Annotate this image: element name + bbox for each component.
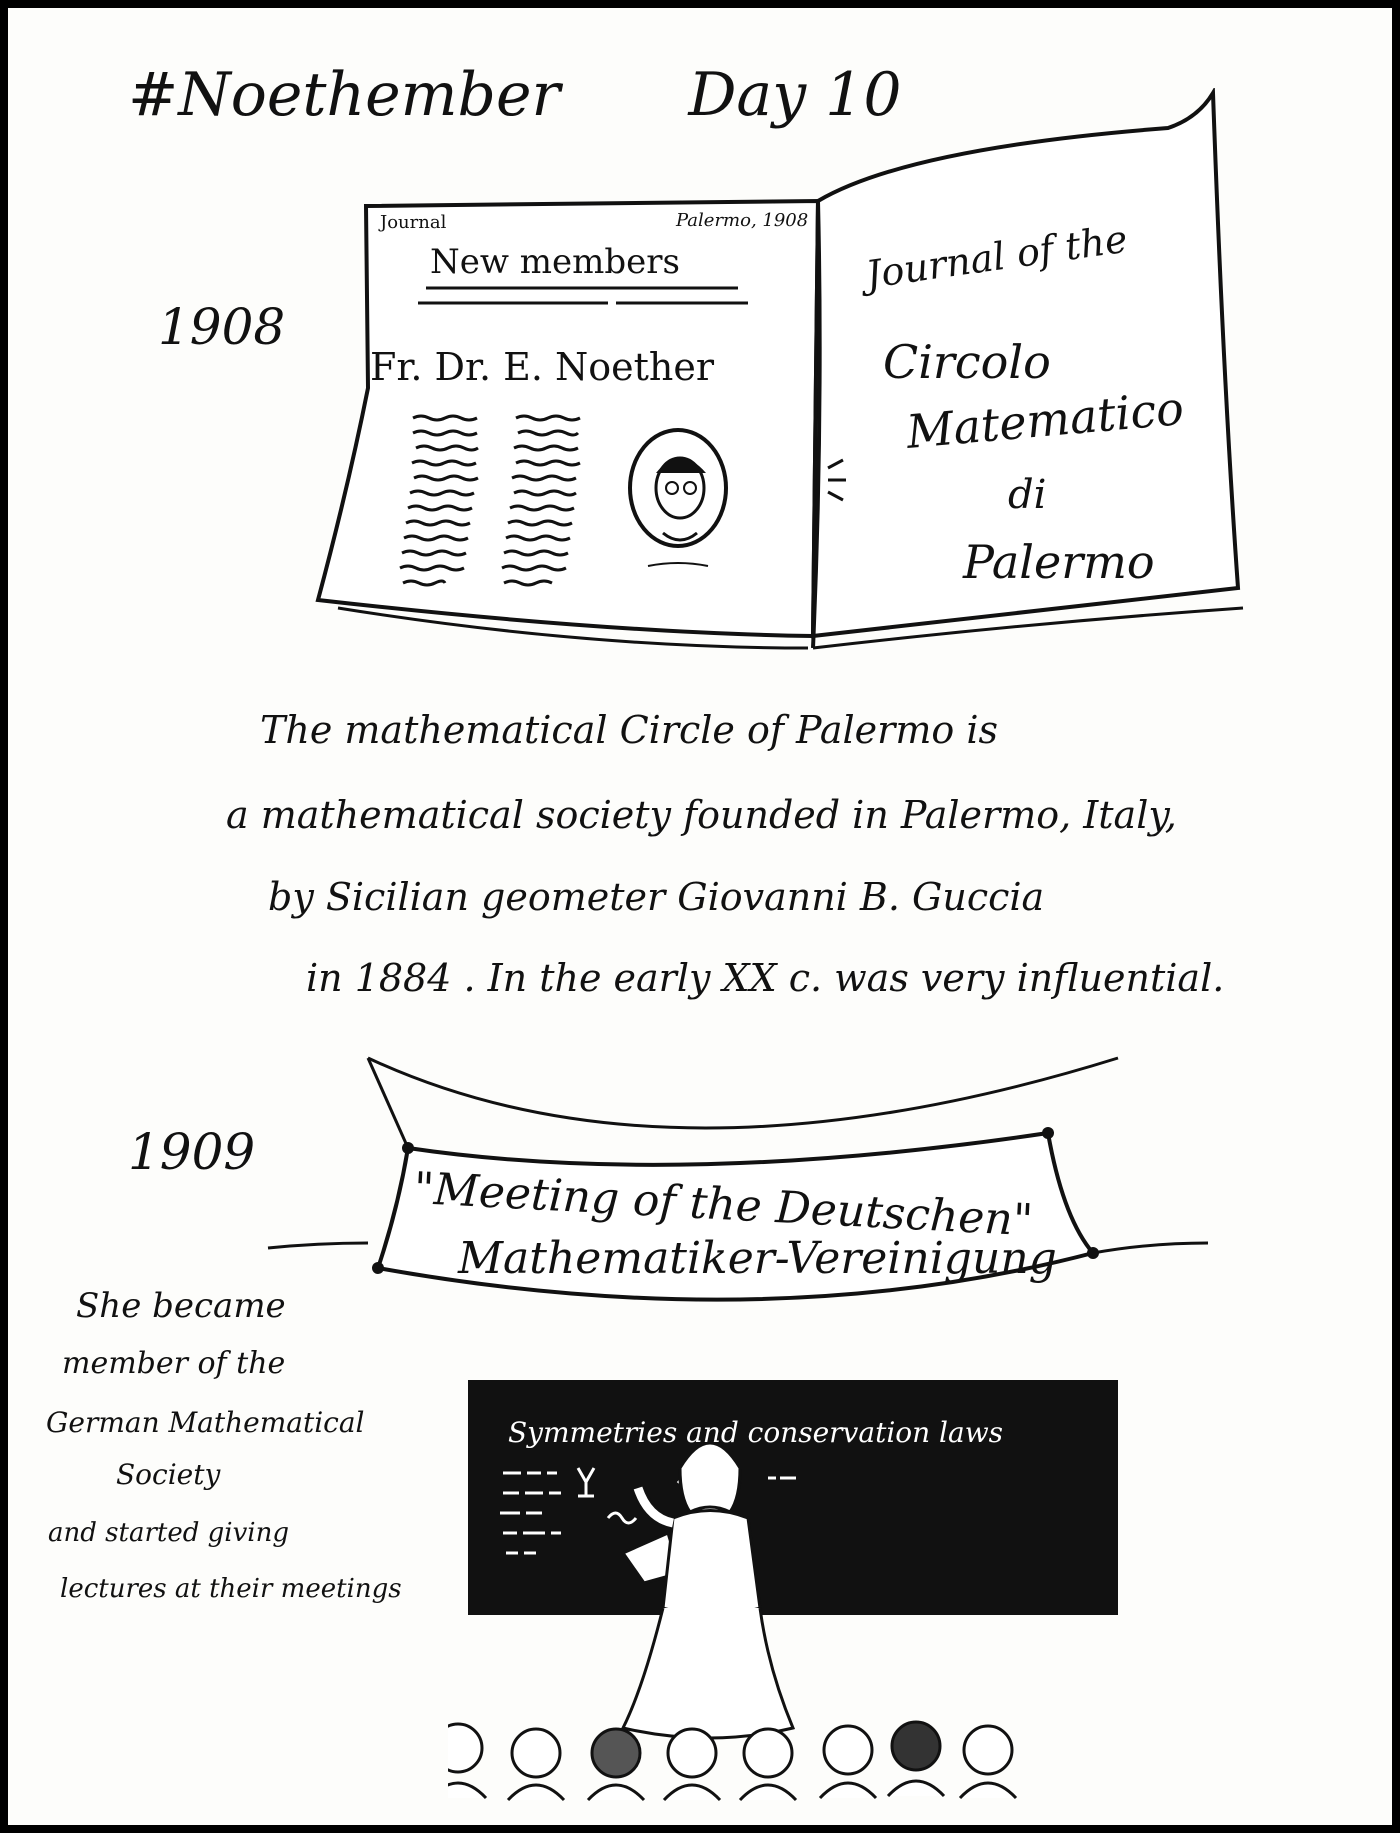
paragraph-line: by Sicilian geometer Giovanni B. Guccia	[268, 875, 1045, 919]
journal-cover-line1: Journal of the	[863, 216, 1131, 297]
journal-cover-line3: Matematico	[904, 380, 1186, 459]
journal-member-name: Fr. Dr. E. Noether	[370, 345, 715, 389]
audience-head-icon	[588, 1729, 644, 1800]
note-line: lectures at their meetings	[60, 1574, 402, 1604]
note-line: Society	[116, 1458, 221, 1491]
journal-masthead-left: Journal	[380, 212, 447, 233]
journal-cover-line2: Circolo	[883, 335, 1051, 389]
audience-head-icon	[740, 1729, 796, 1800]
audience-head-icon	[888, 1722, 944, 1796]
paragraph-line: The mathematical Circle of Palermo is	[260, 708, 998, 752]
note-line: and started giving	[48, 1518, 289, 1548]
banner-line1: "Meeting of the Deutschen"	[412, 1163, 1035, 1247]
year-1908: 1908	[158, 298, 286, 356]
journal-masthead-right: Palermo, 1908	[676, 210, 809, 231]
note-line: She became	[76, 1286, 286, 1326]
journal-cover-line4: di	[1008, 472, 1047, 518]
banner-line2: Mathematiker-Vereinigung	[458, 1233, 1057, 1284]
open-journal-illustration	[308, 88, 1268, 668]
journal-headline: New members	[430, 242, 680, 282]
blackboard-title: Symmetries and conservation laws	[508, 1416, 1004, 1449]
meeting-banner	[248, 1038, 1228, 1368]
paragraph-line: in 1884 . In the early XX c. was very influential.	[306, 956, 1225, 1000]
audience-head-icon	[820, 1726, 876, 1798]
journal-cover-line5: Palermo	[963, 535, 1155, 589]
audience-head-icon	[960, 1726, 1016, 1798]
year-1909: 1909	[128, 1123, 256, 1181]
note-line: German Mathematical	[46, 1406, 365, 1439]
note-line: member of the	[62, 1346, 286, 1381]
title-hashtag: #Noethember	[128, 60, 561, 130]
paragraph-line: a mathematical society founded in Palermo, Italy,	[226, 793, 1177, 837]
title-day: Day 10	[688, 60, 902, 130]
audience-head-icon	[508, 1729, 564, 1800]
audience-head-icon	[664, 1729, 720, 1800]
audience-head-icon	[448, 1724, 486, 1798]
